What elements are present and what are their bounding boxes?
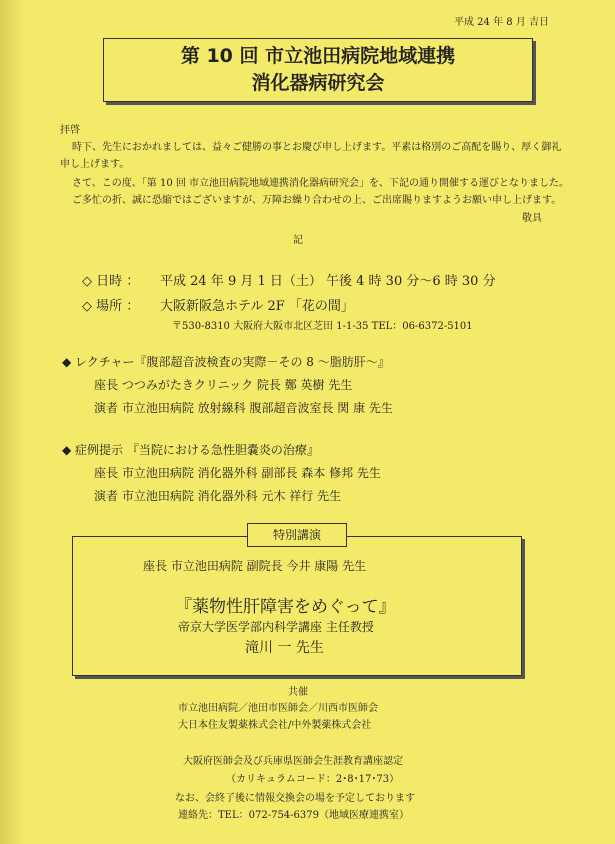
special-topic: 『薬物性肝障害をめぐって』 (175, 597, 396, 617)
page-edge-shadow (0, 0, 26, 844)
special-affiliation: 帝京大学医学部内科学講座 主任教授 (178, 620, 374, 634)
lecture-heading: ◆ レクチャー『腹部超音波検査の実際－その 8 ～脂肪肝～』 (62, 355, 390, 369)
greeting-closing: 敬具 (522, 213, 542, 224)
greeting-opening: 拝啓 (60, 125, 80, 136)
case-speaker: 演者 市立池田病院 消化器外科 元木 祥行 先生 (94, 489, 342, 503)
curriculum-code: （カリキュラムコード：2･8･17･73） (226, 774, 400, 785)
cohost-line-1: 市立池田病院／池田市医師会／川西市医師会 (178, 703, 378, 714)
case-heading: ◆ 症例提示 『当院における急性胆嚢炎の治療』 (62, 443, 319, 457)
title-box (103, 38, 533, 102)
greeting-paragraph-3: ご多忙の折、誠に恐縮ではございますが、万障お繰り合わせの上、ご出席賜りますようお願い申し上げます。 (72, 195, 562, 206)
special-lecture-label: 特別講演 (247, 523, 347, 547)
lecture-speaker: 演者 市立池田病院 放射線科 腹部超音波室長 関 康 先生 (94, 401, 393, 415)
place-label: ◇ 場所 ： (82, 299, 140, 314)
cme-certification: 大阪府医師会及び兵庫県医師会生涯教育講座認定 (183, 756, 403, 767)
networking-note: なお、会終了後に情報交換会の場を予定しております (175, 793, 415, 804)
cohost-line-2: 大日本住友製薬株式会社/中外製薬株式会社 (178, 720, 372, 731)
datetime-value: 平成 24 年 9 月 1 日（土） 午後 4 時 30 分～6 時 30 分 (160, 274, 496, 289)
venue-address: 〒530-8310 大阪府大阪市北区芝田 1-1-35 TEL：06-6372-5101 (172, 321, 473, 332)
title-line-1: 第 10 回 市立池田病院地域連携 (180, 45, 456, 67)
lecture-chair: 座長 つつみがたきクリニック 院長 鄭 英樹 先生 (94, 378, 353, 392)
contact-info: 連絡先：TEL：072-754-6379（地域医療連携室） (178, 810, 409, 821)
place-value: 大阪新阪急ホテル 2F 「花の間」 (160, 299, 354, 314)
title-line-2: 消化器病研究会 (251, 72, 385, 94)
ki-label: 記 (293, 235, 303, 246)
greeting-paragraph-1a: 時下、先生におかれましては、益々ご健勝の事とお慶び申し上げます。平素は格別のご高配を賜り、厚く御礼 (72, 142, 562, 153)
special-speaker: 滝川 一 先生 (245, 640, 324, 656)
greeting-paragraph-2: さて、この度、「第 10 回 市立池田病院地域連携消化器病研究会」を、下記の通り開催する運びとなりました。 (72, 178, 570, 189)
datetime-label: ◇ 日時 ： (82, 274, 140, 289)
issue-date: 平成 24 年 8 月 吉日 (454, 17, 549, 28)
cohost-heading: 共催 (288, 687, 308, 698)
greeting-paragraph-1b: 申し上げます。 (60, 159, 130, 170)
case-chair: 座長 市立池田病院 消化器外科 副部長 森本 修邦 先生 (94, 466, 381, 480)
special-chair: 座長 市立池田病院 副院長 今井 康陽 先生 (143, 559, 367, 573)
